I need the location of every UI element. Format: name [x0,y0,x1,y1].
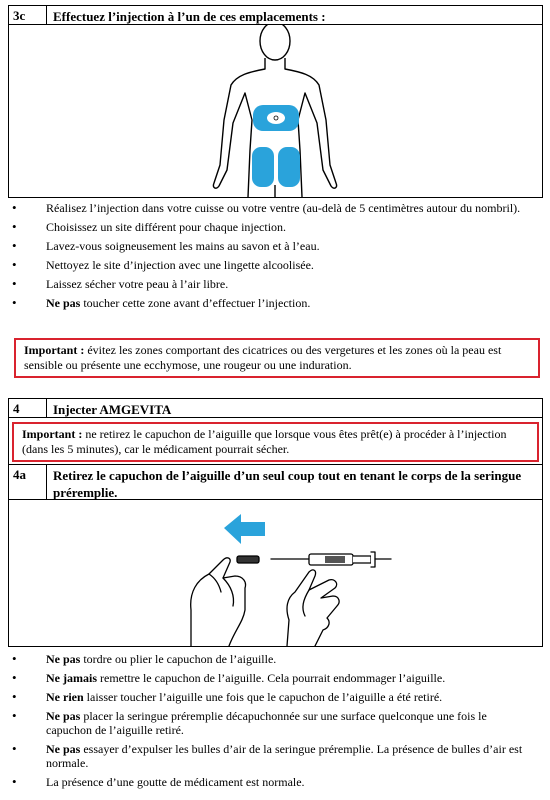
body-diagram-icon [9,25,542,197]
section-3c-instructions [8,201,543,310]
step-title: Retirez le capuchon de l’aiguille d’un seul coup tout en tenant le corps de la seringue préremplie. [53,468,522,500]
left-thigh-zone [252,147,274,187]
list-item: • Laissez sécher votre peau à l’air libre. [8,277,543,291]
right-thigh-zone [278,147,300,187]
section-4-header [8,398,543,418]
list-item: • Ne pas toucher cette zone avant d’effectuer l’injection. [8,296,543,310]
syringe-cap-removal-icon [9,500,542,646]
section-4a-instructions [8,652,543,789]
syringe-diagram-frame [8,499,543,647]
list-item: • Ne pas essayer d’expulser les bulles d’air de la seringue préremplie. La présence de bulles d’air est normale. [8,742,543,770]
list-item: • Choisissez un site différent pour chaque injection. [8,220,543,234]
list-item: • Ne rien laisser toucher l’aiguille une fois que le capuchon de l’aiguille a été retiré. [8,690,543,704]
step-title: Injecter AMGEVITA [53,402,172,417]
important-warning-4: Important : ne retirez le capuchon de l’aiguille que lorsque vous êtes prêt(e) à procéder à l’injection (dans les 5 minutes), car le médicament pourrait sécher. [12,422,539,462]
list-item: • Ne pas tordre ou plier le capuchon de l’aiguille. [8,652,543,666]
list-item: • Ne jamais remettre le capuchon de l’aiguille. Cela pourrait endommager l’aiguille. [8,671,543,685]
left-arrow-icon [224,514,265,544]
step-number: 3c [9,6,47,24]
list-item: • Nettoyez le site d’injection avec une lingette alcoolisée. [8,258,543,272]
list-item: • Lavez-vous soigneusement les mains au savon et à l’eau. [8,239,543,253]
step-title: Effectuez l’injection à l’un de ces emplacements : [53,9,326,24]
list-item: • Réalisez l’injection dans votre cuisse ou votre ventre (au-delà de 5 centimètres autour du nombril). [8,201,543,215]
step-number: 4a [9,465,47,499]
section-3c-header [8,5,543,25]
section-4a-header [8,464,543,500]
step-number: 4 [9,399,47,417]
body-diagram-frame [8,24,543,198]
list-item: • Ne pas placer la seringue préremplie décapuchonnée sur une surface quelconque une fois le capuchon de l’aiguille retiré. [8,709,543,737]
important-warning-3c: Important : évitez les zones comportant des cicatrices ou des vergetures et les zones où la peau est sensible ou présente une ecchymose, une rougeur ou une induration. [14,338,540,378]
list-item: • La présence d’une goutte de médicament est normale. [8,775,543,789]
